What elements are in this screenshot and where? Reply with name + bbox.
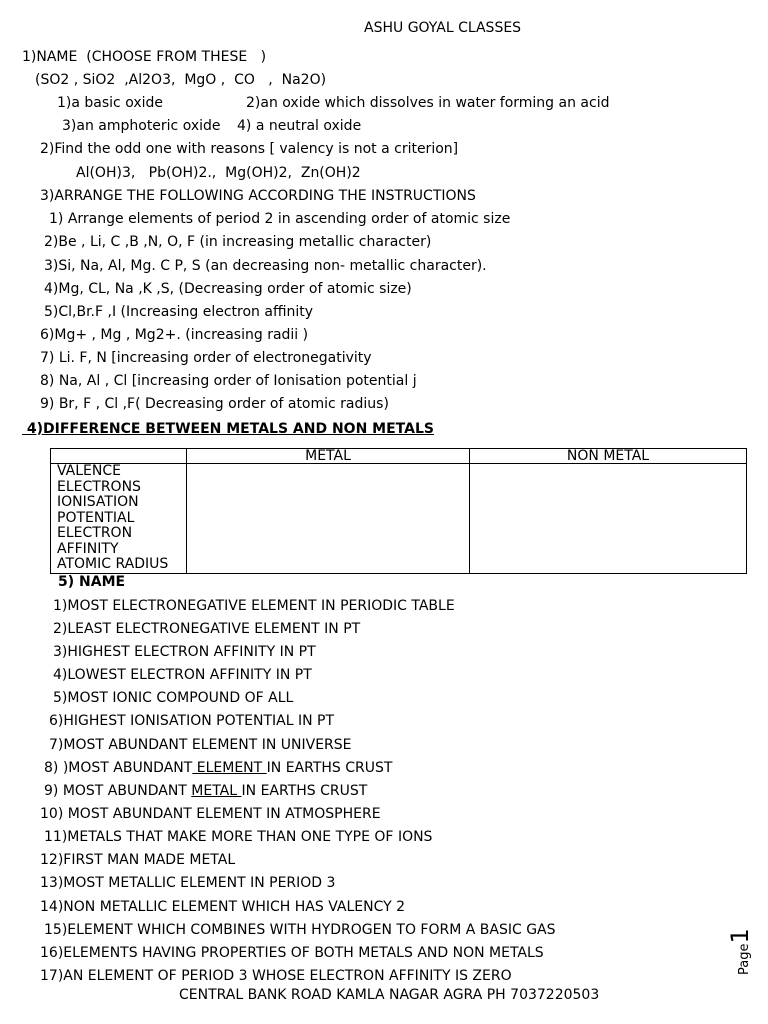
q5-item: 16)ELEMENTS HAVING PROPERTIES OF BOTH METALS AND NON METALS [40,945,544,961]
property-label: ATOMIC RADIUS [57,556,169,572]
q3-item: 5)Cl,Br.F ,I (Increasing electron affinity [44,304,314,320]
q5-item: 13)MOST METALLIC ELEMENT IN PERIOD 3 [40,875,336,891]
q2-title: 2)Find the odd one with reasons [ valency is not a criterion] [40,141,459,157]
q5-item: 7)MOST ABUNDANT ELEMENT IN UNIVERSE [49,737,352,753]
q5-item8-pre: 8) )MOST ABUNDANT [44,760,193,776]
q3-title: 3)ARRANGE THE FOLLOWING ACCORDING THE INSTRUCTIONS [40,188,476,204]
q5-item: 6)HIGHEST IONISATION POTENTIAL IN PT [49,713,335,729]
metal-answer-cell [187,464,470,574]
q3-item: 1) Arrange elements of period 2 in ascending order of atomic size [49,211,511,227]
q5-item: 15)ELEMENT WHICH COMBINES WITH HYDROGEN TO FORM A BASIC GAS [44,922,556,938]
q4-title-text: 4)DIFFERENCE BETWEEN METALS AND NON METALS [26,421,434,437]
difference-table [50,448,747,574]
q3-item: 3)Si, Na, Al, Mg. C P, S (an decreasing non- metallic character). [44,258,487,274]
q1-part-c: 3)an amphoteric oxide [62,118,221,134]
property-label: VALENCE [57,463,121,479]
property-label: POTENTIAL [57,509,135,526]
page-number-label [726,925,756,975]
q5-item: 1)MOST ELECTRONEGATIVE ELEMENT IN PERIODIC TABLE [53,598,455,614]
q3-item: 4)Mg, CL, Na ,K ,S, (Decreasing order of atomic size) [44,281,412,297]
property-label: AFFINITY [57,540,119,557]
q5-item: 14)NON METALLIC ELEMENT WHICH HAS VALENCY 2 [40,899,406,915]
q5-item9-pre: 9) MOST ABUNDANT [44,783,192,799]
q3-item: 9) Br, F , Cl ,F( Decreasing order of atomic radius) [40,396,389,412]
q5-item: 10) MOST ABUNDANT ELEMENT IN ATMOSPHERE [40,806,381,822]
q5-item9-post: IN EARTHS CRUST [241,783,368,799]
q3-item: 6)Mg+ , Mg , Mg2+. (increasing radii ) [40,327,309,343]
property-label: IONISATION [57,494,139,510]
q5-item: 3)HIGHEST ELECTRON AFFINITY IN PT [53,644,316,660]
q5-item: 11)METALS THAT MAKE MORE THAN ONE TYPE OF IONS [44,829,433,845]
q1-options: (SO2 , SiO2 ,Al2O3, MgO , CO , Na2O) [35,72,327,88]
q3-item: 8) Na, Al , Cl [increasing order of Ionisation potential j [40,373,417,389]
table-header-metal: METAL [187,449,470,464]
q1-part-d: 4) a neutral oxide [237,118,362,134]
q5-item: 17)AN ELEMENT OF PERIOD 3 WHOSE ELECTRON AFFINITY IS ZERO [40,968,512,984]
q5-item8-post: IN EARTHS CRUST [266,760,393,776]
q5-item: 4)LOWEST ELECTRON AFFINITY IN PT [53,667,312,683]
q5-item [44,782,367,800]
q1-part-a: 1)a basic oxide [57,95,164,111]
page-word: Page [737,943,752,975]
non-metal-answer-cell [470,464,747,574]
q3-item: 2)Be , Li, C ,B ,N, O, F (in increasing metallic character) [44,234,432,250]
table-header-row [51,449,747,464]
property-label: ELECTRONS [57,478,141,495]
property-label: ELECTRON [57,525,133,541]
q5-item: 2)LEAST ELECTRONEGATIVE ELEMENT IN PT [53,621,361,637]
q1-part-b: 2)an oxide which dissolves in water forming an acid [246,95,610,111]
q4-title [22,420,434,438]
table-header-non-metal: NON METAL [470,449,747,464]
q1-title: 1)NAME (CHOOSE FROM THESE ) [22,49,267,65]
page-number: 1 [726,928,754,944]
q5-title: 5) NAME [58,574,126,590]
table-row [51,464,747,574]
table-header-blank [51,449,187,464]
q3-item: 7) Li. F, N [increasing order of electronegativity [40,350,372,366]
q5-item9-underlined: METAL [191,783,242,799]
property-labels-cell [51,464,187,574]
q5-item: 5)MOST IONIC COMPOUND OF ALL [53,690,294,706]
q5-item8-underlined: ELEMENT [192,760,267,776]
q2-items: Al(OH)3, Pb(OH)2., Mg(OH)2, Zn(OH)2 [76,165,361,181]
page-title: ASHU GOYAL CLASSES [364,20,522,36]
q5-item [44,759,392,777]
footer-address: CENTRAL BANK ROAD KAMLA NAGAR AGRA PH 7037220503 [179,987,600,1003]
q5-item: 12)FIRST MAN MADE METAL [40,852,236,868]
